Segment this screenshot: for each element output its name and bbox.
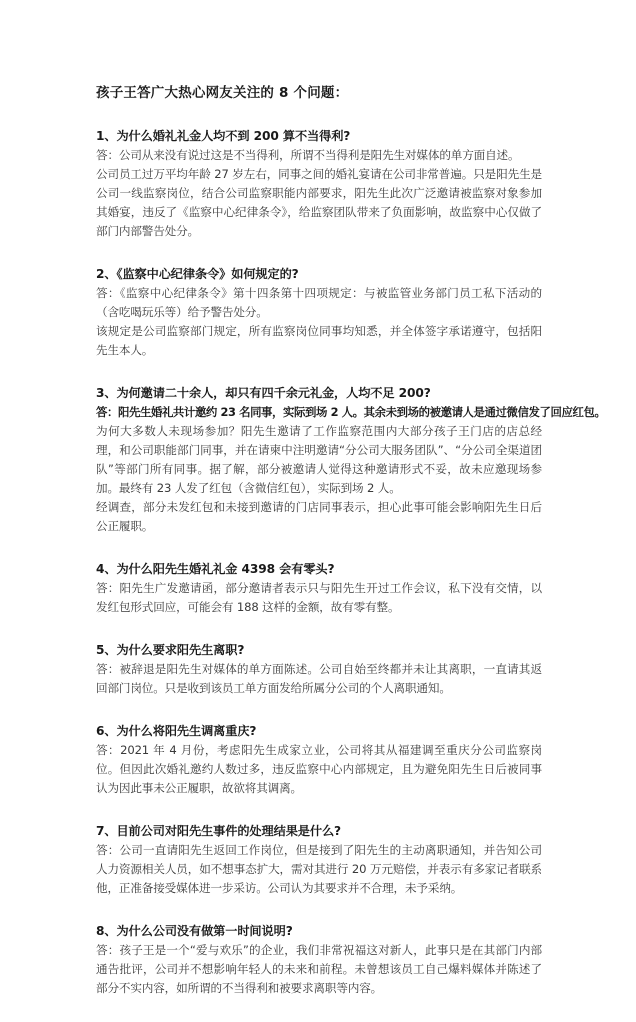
- qa-item-6: [96, 722, 542, 798]
- qa-item-5: [96, 641, 542, 698]
- answer-paragraph: 公司员工过万平均年龄 27 岁左右，同事之间的婚礼宴请在公司非常普遍。只是阳先生是公司一线监察岗位，结合公司监察职能内部要求，阳先生此次广泛邀请被监察对象参加其婚宴，违反了《监察中心纪律条令》，给监察团队带来了负面影响，故监察中心仅做了部门内部警告处分。: [96, 167, 542, 238]
- question-heading: 7、目前公司对阳先生事件的处理结果是什么?: [96, 824, 342, 838]
- question-heading: 8、为什么公司没有做第一时间说明?: [96, 924, 293, 938]
- question-heading: 6、为什么将阳先生调离重庆?: [96, 724, 257, 738]
- answer-paragraph: 答：阳先生广发邀请函，部分邀请者表示只与阳先生开过工作会议，私下没有交情，以发红包形式回应，可能会有 188 这样的金额，故有零有整。: [96, 581, 542, 614]
- answer-paragraph: 答：被辞退是阳先生对媒体的单方面陈述。公司自始至终都并未让其离职，一直请其返回部门岗位。只是收到该员工单方面发给所属分公司的个人离职通知。: [96, 662, 542, 695]
- answer-paragraph: 该规定是公司监察部门规定，所有监察岗位同事均知悉，并全体签字承诺遵守，包括阳先生本人。: [96, 324, 542, 357]
- answer-bold-paragraph: 答：阳先生婚礼共计邀约 23 名同事，实际到场 2 人。其余未到场的被邀请人是通过微信发了回应红包。: [96, 405, 606, 419]
- qa-item-7: [96, 822, 542, 898]
- answer-paragraph: 答：2021 年 4 月份，考虑阳先生成家立业，公司将其从福建调至重庆分公司监察岗位。但因此次婚礼邀约人数过多，违反监察中心内部规定，且为避免阳先生日后被同事认为因此事未公正履职，故欲将其调离。: [96, 743, 542, 795]
- question-heading: 2、《监察中心纪律条令》如何规定的?: [96, 267, 299, 281]
- question-heading: 4、为什么阳先生婚礼礼金 4398 会有零头?: [96, 562, 335, 576]
- question-heading: 1、为什么婚礼礼金人均不到 200 算不当得利?: [96, 129, 351, 143]
- answer-paragraph: 答：《监察中心纪律条令》第十四条第十四项规定：与被监管业务部门员工私下活动的（含吃喝玩乐等）给予警告处分。: [96, 286, 542, 319]
- answer-paragraph: 为何大多数人未现场参加？阳先生邀请了工作监察范围内大部分孩子王门店的店总经理，和公司职能部门同事，并在请柬中注明邀请“分公司大服务团队”、“分公司全渠道团队”等部门所有同事。据了解，部分被邀请人觉得这种邀请形式不妥，故未应邀现场参加。最终有 23 人发了红包（含微信红包），实际到场 2 人。: [96, 424, 542, 495]
- answer-paragraph: 答：公司从来没有说过这是不当得利，所谓不当得利是阳先生对媒体的单方面自述。: [96, 148, 520, 162]
- answer-paragraph: 答：公司一直请阳先生返回工作岗位，但是接到了阳先生的主动离职通知，并告知公司人力资源相关人员，如不想事态扩大，需对其进行 20 万元赔偿，并表示有多家记者联系他，正准备接受媒体进一步采访。公司认为其要求并不合理，未予采纳。: [96, 843, 542, 895]
- qa-item-8: [96, 922, 542, 998]
- document-title: 孩子王答广大热心网友关注的 8 个问题：: [96, 85, 349, 101]
- answer-paragraph: 答：孩子王是一个“爱与欢乐”的企业，我们非常祝福这对新人，此事只是在其部门内部通告批评，公司并不想影响年轻人的未来和前程。未曾想该员工自己爆料媒体并陈述了部分不实内容，如所谓的不当得利和被要求离职等内容。: [96, 943, 542, 995]
- qa-item-3: [96, 384, 606, 536]
- qa-item-1: [96, 127, 542, 241]
- question-heading: 3、为何邀请二十余人，却只有四千余元礼金，人均不足 200?: [96, 386, 431, 400]
- answer-paragraph: 经调查，部分未发红包和未接到邀请的门店同事表示，担心此事可能会影响阳先生日后公正履职。: [96, 500, 542, 533]
- document-page: [96, 84, 606, 1022]
- qa-item-2: [96, 265, 542, 360]
- qa-item-4: [96, 560, 542, 617]
- question-heading: 5、为什么要求阳先生离职?: [96, 643, 245, 657]
